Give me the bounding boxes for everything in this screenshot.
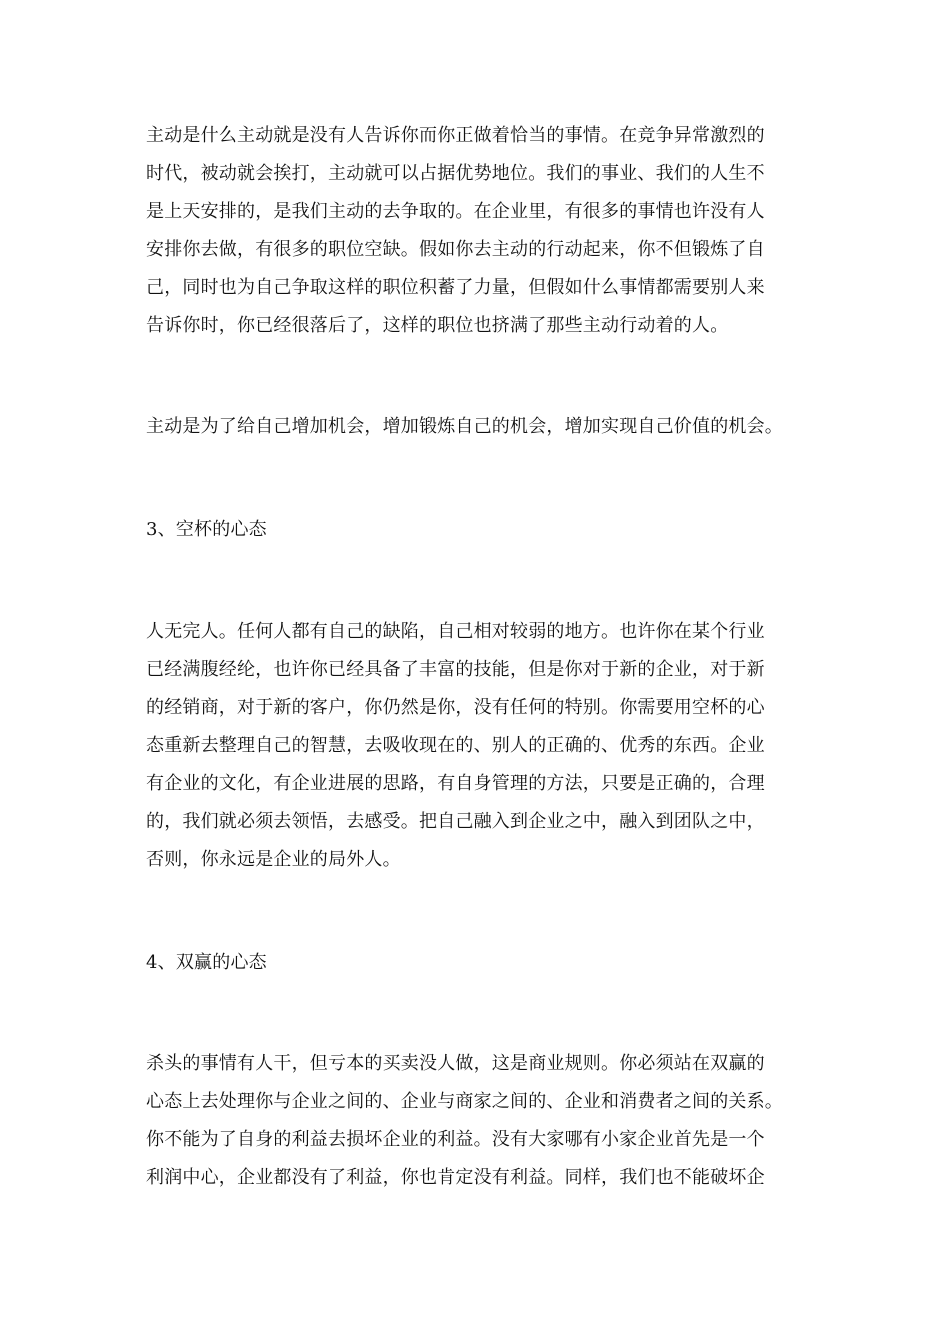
text-line: 时代，被动就会挨打，主动就可以占据优势地位。我们的事业、我们的人生不 — [146, 163, 765, 184]
text-line: 的，我们就必须去领悟，去感受。把自己融入到企业之中，融入到团队之中， — [146, 811, 765, 832]
text-line: 人无完人。任何人都有自己的缺陷，自己相对较弱的地方。也许你在某个行业 — [146, 621, 765, 642]
text-line: 态重新去整理自己的智慧，去吸收现在的、别人的正确的、优秀的东西。企业 — [146, 735, 765, 756]
text-line: 心态上去处理你与企业之间的、企业与商家之间的、企业和消费者之间的关系。 — [146, 1091, 783, 1112]
text-line: 已经满腹经纶，也许你已经具备了丰富的技能，但是你对于新的企业，对于新 — [146, 659, 765, 680]
text-line: 告诉你时，你已经很落后了，这样的职位也挤满了那些主动行动着的人。 — [146, 315, 729, 336]
text-line: 主动是什么主动就是没有人告诉你而你正做着恰当的事情。在竞争异常激烈的 — [146, 125, 765, 146]
text-line: 有企业的文化，有企业进展的思路，有自身管理的方法，只要是正确的，合理 — [146, 773, 765, 794]
text-line: 的经销商，对于新的客户，你仍然是你，没有任何的特别。你需要用空杯的心 — [146, 697, 765, 718]
heading-text: 3、空杯的心态 — [146, 519, 267, 540]
text-line: 主动是为了给自己增加机会，增加锻炼自己的机会，增加实现自己价值的机会。 — [146, 416, 783, 437]
text-line: 安排你去做，有很多的职位空缺。假如你去主动的行动起来，你不但锻炼了自 — [146, 239, 765, 260]
text-line: 己，同时也为自己争取这样的职位积蓄了力量，但假如什么事情都需要别人来 — [146, 277, 765, 298]
text-line: 利润中心，企业都没有了利益，你也肯定没有利益。同样，我们也不能破坏企 — [146, 1167, 765, 1188]
heading-text: 4、双赢的心态 — [146, 952, 267, 973]
text-line: 你不能为了自身的利益去损坏企业的利益。没有大家哪有小家企业首先是一个 — [146, 1129, 765, 1150]
text-line: 是上天安排的，是我们主动的去争取的。在企业里，有很多的事情也许没有人 — [146, 201, 765, 222]
text-line: 杀头的事情有人干，但亏本的买卖没人做，这是商业规则。你必须站在双赢的 — [146, 1053, 765, 1074]
text-line: 否则，你永远是企业的局外人。 — [146, 849, 401, 870]
